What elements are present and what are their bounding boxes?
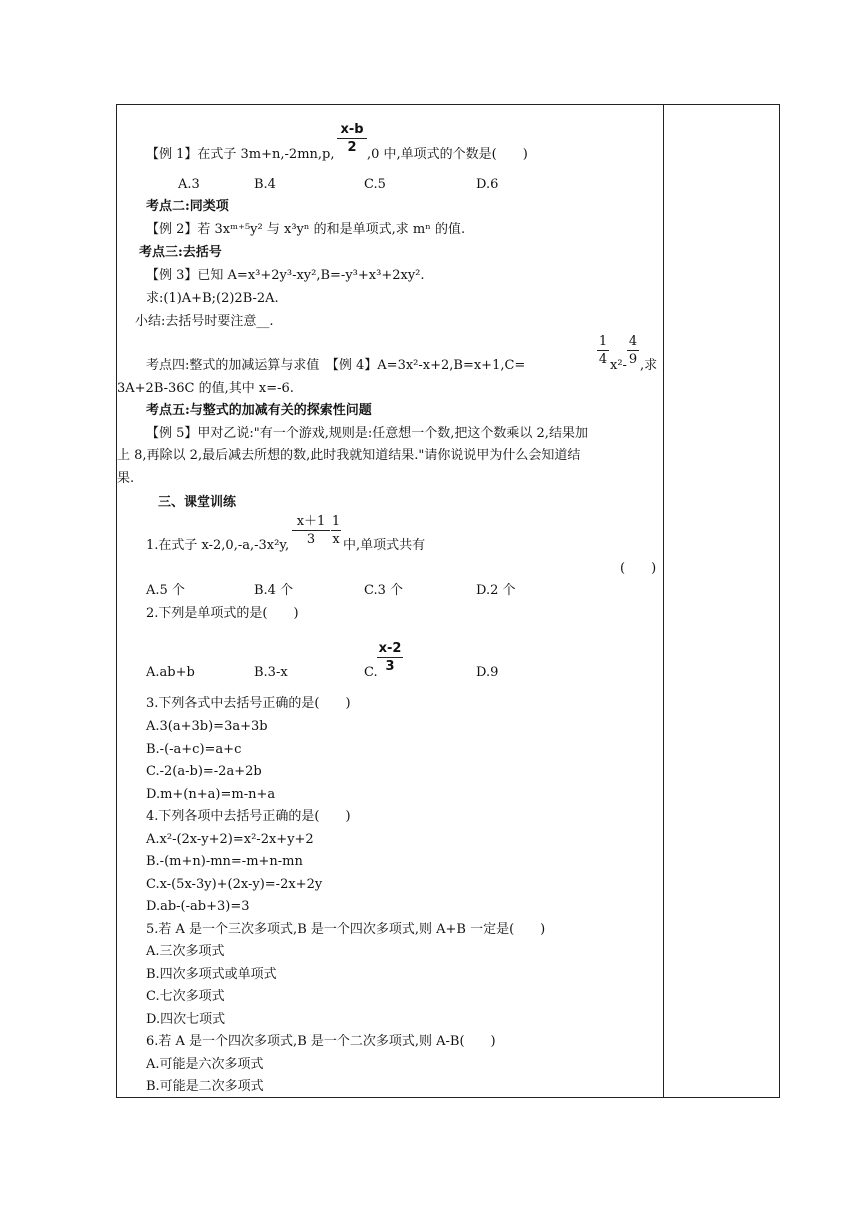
fraction-denominator: 3: [306, 532, 316, 547]
fraction-denominator: 9: [628, 352, 638, 367]
fraction-x-plus-1-over-3: [292, 514, 330, 547]
question-4-option-c: C.x-(5x-3y)+(2x-y)=-2x+2y: [146, 877, 323, 892]
fraction-bar: [292, 530, 330, 531]
fraction-one-quarter: [597, 334, 609, 367]
topic-5-title: 考点五:与整式的加减有关的探索性问题: [146, 403, 372, 418]
example-1-option-c: C.5: [364, 177, 386, 192]
fraction-four-ninths: [627, 334, 639, 367]
fraction-numerator: x-2: [378, 641, 402, 656]
fraction-bar: [377, 657, 403, 658]
example-5-line-3: 果.: [117, 471, 135, 486]
fraction-x-minus-b-over-2: [337, 122, 367, 155]
topic-4-line-1a: [146, 357, 525, 375]
example-1-option-a: A.3: [178, 177, 200, 192]
example-5-line-2: 上 8,再除以 2,最后减去所想的数,此时我就知道结果."请你说说甲为什么会知道结: [117, 448, 581, 463]
question-2-option-c: C.: [364, 665, 378, 680]
topic-4-label: 考点四:整式的加减运算与求值 【例 4】A=3x²-x+2,B=x+1,C=: [146, 358, 526, 373]
fraction-denominator: 3: [385, 659, 395, 674]
question-5-option-a: A.三次多项式: [146, 944, 225, 959]
example-3-line-1: 【例 3】已知 A=x³+2y³-xy²,B=-y³+x³+2xy².: [146, 268, 425, 283]
question-2-option-a: A.ab+b: [146, 665, 195, 680]
example-5-line-1: 【例 5】甲对乙说:"有一个游戏,规则是:任意想一个数,把这个数乘以 2,结果加: [146, 426, 588, 441]
example-1-stem-b: ,0 中,单项式的个数是( ): [367, 147, 528, 162]
question-3-stem: 3.下列各式中去括号正确的是( ): [146, 696, 351, 711]
question-6-option-b: B.可能是二次多项式: [146, 1079, 264, 1094]
question-4-stem: 4.下列各项中去括号正确的是( ): [146, 809, 351, 824]
fraction-denominator: x: [332, 532, 340, 547]
fraction-bar: [597, 350, 609, 351]
fraction-x-minus-2-over-3: [377, 641, 403, 674]
question-4-option-b: B.-(m+n)-mn=-m+n-mn: [146, 854, 303, 869]
example-3-line-2: 求:(1)A+B;(2)2B-2A.: [146, 291, 279, 306]
fraction-bar: [337, 138, 367, 139]
question-1-stem-b: 中,单项式共有: [343, 538, 426, 553]
question-6-option-a: A.可能是六次多项式: [146, 1057, 264, 1072]
question-3-option-d: D.m+(n+a)=m-n+a: [146, 787, 276, 802]
question-2-option-d: D.9: [476, 665, 499, 680]
question-3-option-a: A.3(a+3b)=3a+3b: [146, 719, 268, 734]
question-1-stem-a: 1.在式子 x-2,0,-a,-3x²y,: [146, 538, 290, 553]
question-5-stem: 5.若 A 是一个三次多项式,B 是一个四次多项式,则 A+B 一定是( ): [146, 922, 546, 937]
example-1-option-d: D.6: [476, 177, 499, 192]
question-3-option-c: C.-2(a-b)=-2a+2b: [146, 764, 262, 779]
example-1-stem-a: 【例 1】在式子 3m+n,-2mn,p,: [146, 147, 335, 162]
fraction-numerator: 4: [628, 334, 638, 349]
section-3-title: 三、课堂训练: [158, 495, 237, 510]
fraction-bar: [331, 530, 341, 531]
question-5-option-b: B.四次多项式或单项式: [146, 967, 277, 982]
topic-4-x2: x²-: [610, 358, 627, 373]
column-divider: [663, 104, 664, 1098]
topic-3-title: 考点三:去括号: [139, 245, 222, 260]
question-2-stem: 2.下列是单项式的是( ): [146, 606, 299, 621]
question-4-option-d: D.ab-(-ab+3)=3: [146, 899, 250, 914]
question-1-option-c: C.3 个: [364, 583, 404, 598]
question-1-option-d: D.2 个: [476, 583, 516, 598]
fraction-one-over-x: [331, 514, 341, 547]
fraction-numerator: 1: [598, 334, 608, 349]
example-2: 【例 2】若 3xᵐ⁺⁵y² 与 x³yⁿ 的和是单项式,求 mⁿ 的值.: [146, 222, 466, 237]
question-2-option-b: B.3-x: [254, 665, 288, 680]
question-1-answer-paren: ( ): [620, 561, 657, 576]
question-6-stem: 6.若 A 是一个四次多项式,B 是一个二次多项式,则 A-B( ): [146, 1034, 496, 1049]
fraction-numerator: 1: [331, 514, 341, 529]
fraction-denominator: 4: [598, 352, 608, 367]
question-1-option-a: A.5 个: [146, 583, 185, 598]
topic-4-line-2: 3A+2B-36C 的值,其中 x=-6.: [117, 381, 294, 396]
question-5-option-d: D.四次七项式: [146, 1012, 226, 1027]
topic-4-tail: ,求: [640, 358, 658, 373]
fraction-numerator: x＋1: [296, 514, 326, 529]
question-3-option-b: B.-(-a+c)=a+c: [146, 742, 242, 757]
question-1-option-b: B.4 个: [254, 583, 294, 598]
topic-2-title: 考点二:同类项: [146, 199, 229, 214]
fraction-numerator: x-b: [340, 122, 364, 137]
question-5-option-c: C.七次多项式: [146, 989, 225, 1004]
example-1-option-b: B.4: [254, 177, 276, 192]
summary-note: 小结:去括号时要注意__.: [135, 314, 274, 329]
fraction-denominator: 2: [347, 140, 357, 155]
fraction-bar: [627, 350, 639, 351]
question-4-option-a: A.x²-(2x-y+2)=x²-2x+y+2: [146, 832, 314, 847]
